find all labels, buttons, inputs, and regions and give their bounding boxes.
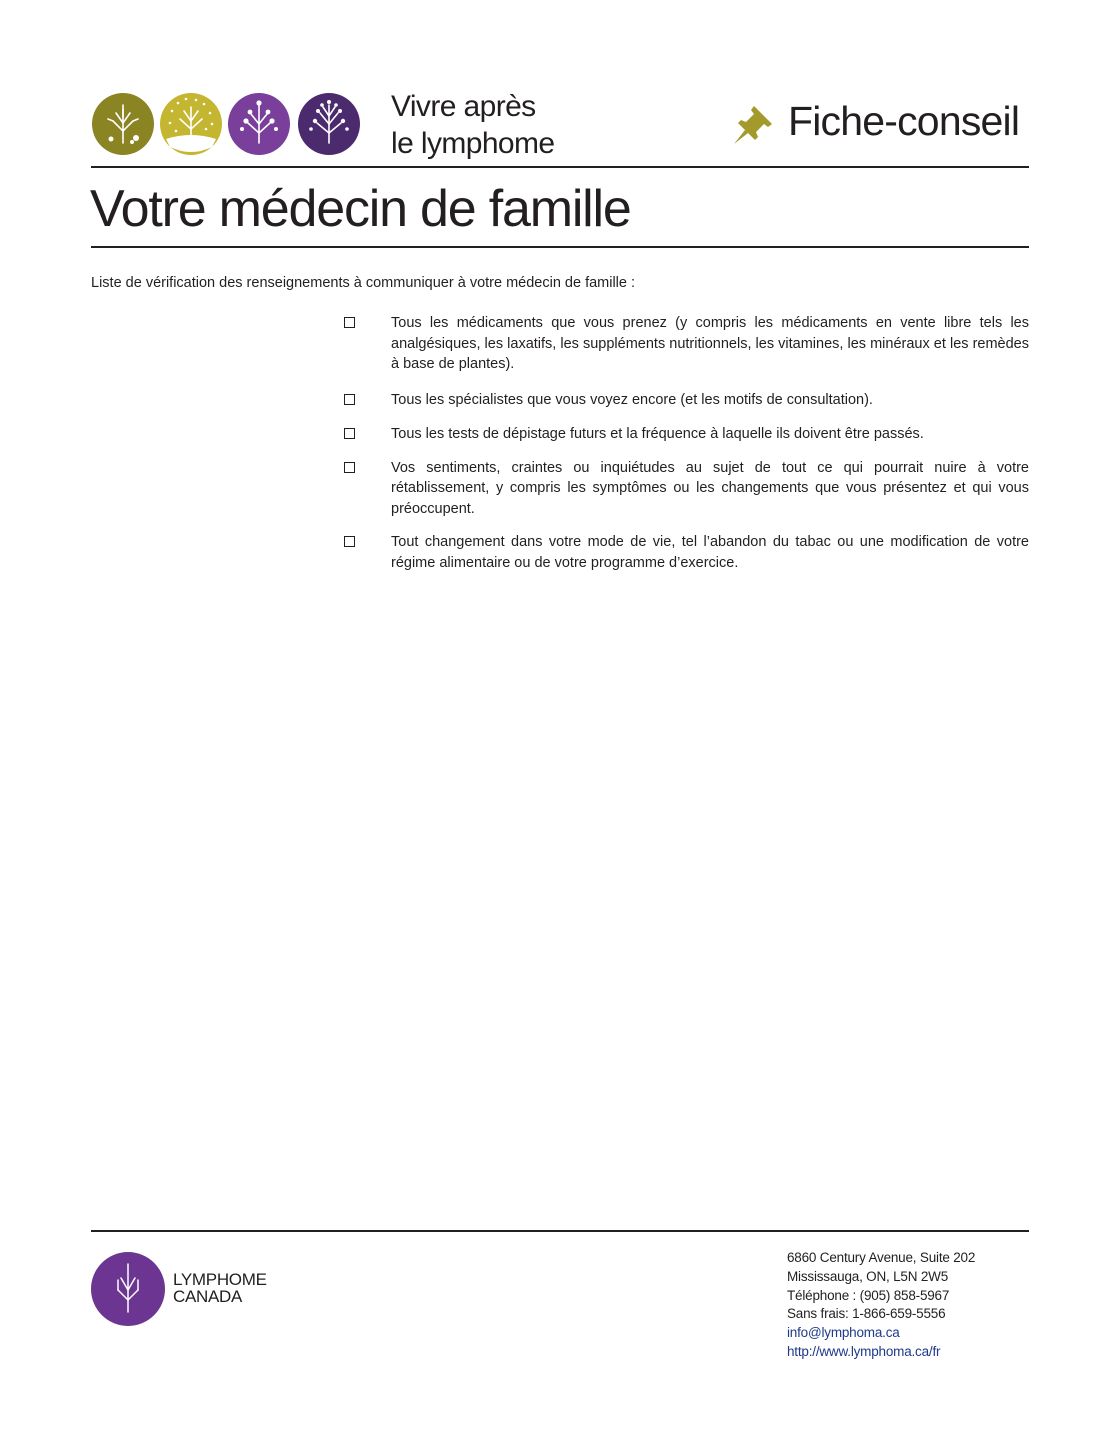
logo-line2: CANADA — [173, 1287, 243, 1306]
logo-wordmark — [173, 1271, 267, 1305]
checkbox[interactable] — [344, 462, 355, 473]
checklist-item — [340, 390, 1030, 411]
checklist — [340, 313, 1030, 586]
checklist-item-text: Tous les spécialistes que vous voyez encore (et les motifs de consultation). — [391, 391, 873, 408]
checkbox[interactable] — [344, 428, 355, 439]
tree-summer-icon — [160, 93, 222, 155]
toll-free-number: Sans frais: 1-866-659-5556 — [787, 1306, 946, 1322]
intro-text: Liste de vérification des renseignements à communiquer à votre médecin de famille : — [91, 275, 636, 291]
series-title — [391, 88, 554, 162]
checklist-item — [340, 458, 1030, 520]
page-title: Votre médecin de famille — [90, 180, 631, 238]
checklist-item — [340, 532, 1030, 573]
contact-block — [787, 1249, 975, 1362]
email-link[interactable]: info@lymphoma.ca — [787, 1325, 900, 1341]
tree-logo-icon — [91, 1252, 165, 1326]
checklist-item-text: Tous les tests de dépistage futurs et la fréquence à laquelle ils doivent être passés. — [391, 426, 924, 442]
checklist-item-text: Tous les médicaments que vous prenez (y compris les médicaments en vente libre tels les analgésiques, les laxatifs, les suppléments nutritionnels, les vitamines, les minéraux et les remèdes à base de plantes). — [391, 315, 1029, 372]
series-title-line2: le lymphome — [391, 127, 555, 160]
checkbox[interactable] — [344, 536, 355, 547]
tree-spring-icon — [92, 93, 154, 155]
logo-line1: LYMPHOME — [173, 1270, 267, 1289]
footer-divider — [91, 1230, 1029, 1232]
series-title-line1: Vivre après — [391, 90, 536, 123]
checklist-item-text: Tout changement dans votre mode de vie, tel l’abandon du tabac ou une modification de votre régime alimentaire ou de votre programme d’exercice. — [391, 534, 1029, 571]
phone-number: Téléphone : (905) 858-5967 — [787, 1287, 950, 1303]
tree-winter-icon — [298, 93, 360, 155]
season-circles — [92, 91, 362, 157]
pushpin-icon — [730, 100, 778, 148]
fiche-label: Fiche-conseil — [788, 98, 1020, 144]
checklist-item-text: Vos sentiments, craintes ou inquiétudes au sujet de tout ce qui pourrait nuire à votre rétablissement, y compris les symptômes ou les changements que vous présentez et qui vous préoccupent. — [391, 459, 1029, 517]
title-divider — [91, 246, 1029, 248]
address-line1: 6860 Century Avenue, Suite 202 — [787, 1250, 976, 1265]
checkbox[interactable] — [344, 317, 355, 328]
tree-autumn-icon — [228, 93, 290, 155]
website-link[interactable]: http://www.lymphoma.ca/fr — [787, 1343, 941, 1359]
address-line2: Mississauga, ON, L5N 2W5 — [787, 1268, 949, 1284]
checkbox[interactable] — [344, 394, 355, 405]
header-divider — [91, 166, 1029, 168]
checklist-item — [340, 424, 1030, 445]
checklist-item — [340, 313, 1030, 375]
